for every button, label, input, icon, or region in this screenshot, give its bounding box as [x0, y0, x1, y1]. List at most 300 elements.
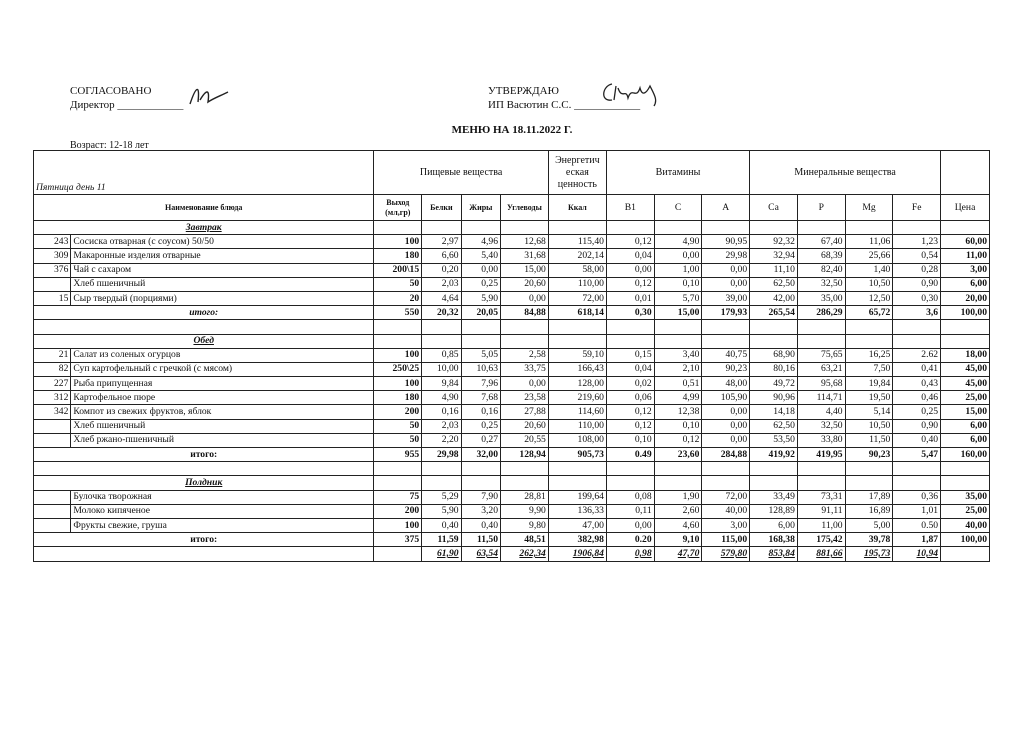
value-cell: 3,00	[702, 518, 750, 532]
recipe-code: 309	[34, 249, 71, 263]
spacer-cell	[654, 476, 702, 490]
fat-header: Жиры	[461, 195, 500, 221]
value-cell: 9,84	[422, 377, 461, 391]
value-cell: 68,90	[750, 348, 798, 362]
recipe-code: 227	[34, 377, 71, 391]
value-cell: 1,40	[845, 263, 893, 277]
value-cell: 100	[374, 377, 422, 391]
value-cell: 4,64	[422, 291, 461, 305]
value-cell: 5,14	[845, 405, 893, 419]
spacer-cell	[941, 462, 990, 476]
spacer-cell	[461, 462, 500, 476]
value-cell: 50	[374, 277, 422, 291]
spacer-cell	[797, 221, 845, 235]
nutrients-header: Пищевые вещества	[374, 151, 548, 195]
value-cell: 0,16	[422, 405, 461, 419]
value-cell: 72,00	[702, 490, 750, 504]
value-cell: 0,06	[606, 391, 654, 405]
recipe-code: 342	[34, 405, 71, 419]
value-cell: 0,25	[893, 405, 941, 419]
total-value: 115,00	[702, 533, 750, 547]
spacer-cell	[797, 476, 845, 490]
value-cell: 4,96	[461, 235, 500, 249]
total-value: 3,6	[893, 306, 941, 320]
value-cell: 23,58	[501, 391, 549, 405]
value-cell: 180	[374, 391, 422, 405]
value-cell: 39,00	[702, 291, 750, 305]
recipe-code: 82	[34, 362, 71, 376]
grand-total-row	[34, 547, 990, 561]
value-cell: 0,00	[461, 263, 500, 277]
value-cell: 6,00	[941, 433, 990, 447]
spacer-cell	[606, 320, 654, 334]
value-cell: 62,50	[750, 277, 798, 291]
table-row	[34, 391, 990, 405]
dish-name: Молоко кипяченое	[71, 504, 374, 518]
spacer-cell	[606, 462, 654, 476]
value-cell: 12,38	[654, 405, 702, 419]
director-signature-icon	[186, 80, 232, 110]
recipe-code	[34, 504, 71, 518]
value-cell: 45,00	[941, 377, 990, 391]
table-row	[34, 362, 990, 376]
total-value: 23,60	[654, 448, 702, 462]
value-cell: 0,43	[893, 377, 941, 391]
value-cell: 100	[374, 235, 422, 249]
total-value: 419,95	[797, 448, 845, 462]
total-value: 168,38	[750, 533, 798, 547]
value-cell: 3,20	[461, 504, 500, 518]
b1-header: B1	[606, 195, 654, 221]
value-cell: 62,50	[750, 419, 798, 433]
dish-name: Макаронные изделия отварные	[71, 249, 374, 263]
value-cell: 1,90	[654, 490, 702, 504]
value-cell: 4,90	[654, 235, 702, 249]
spacer-cell	[941, 221, 990, 235]
spacer-cell	[941, 547, 990, 561]
recipe-code: 15	[34, 291, 71, 305]
price-header-spacer	[941, 151, 990, 195]
dish-name: Чай с сахаром	[71, 263, 374, 277]
total-value: 419,92	[750, 448, 798, 462]
a-header: A	[702, 195, 750, 221]
spacer-cell	[461, 320, 500, 334]
value-cell: 100	[374, 518, 422, 532]
value-cell: 0,25	[461, 419, 500, 433]
spacer-cell	[461, 334, 500, 348]
value-cell: 2,10	[654, 362, 702, 376]
value-cell: 202,14	[548, 249, 606, 263]
spacer-cell	[606, 221, 654, 235]
ca-header: Ca	[750, 195, 798, 221]
value-cell: 0,54	[893, 249, 941, 263]
value-cell: 0,40	[422, 518, 461, 532]
spacer-cell	[34, 547, 374, 561]
value-cell: 25,00	[941, 504, 990, 518]
value-cell: 45,00	[941, 362, 990, 376]
value-cell: 11,00	[941, 249, 990, 263]
value-cell: 20,55	[501, 433, 549, 447]
total-value: 382,98	[548, 533, 606, 547]
value-cell: 91,11	[797, 504, 845, 518]
table-row	[34, 419, 990, 433]
fe-header: Fe	[893, 195, 941, 221]
value-cell: 40,75	[702, 348, 750, 362]
value-cell: 1,23	[893, 235, 941, 249]
spacer-cell	[422, 476, 461, 490]
value-cell: 29,98	[702, 249, 750, 263]
spacer-cell	[548, 334, 606, 348]
output-header: Выход (мл,гр)	[374, 195, 422, 221]
spacer-cell	[702, 320, 750, 334]
spacer-cell	[548, 462, 606, 476]
day-label: Пятница день 11	[34, 151, 374, 195]
value-cell: 42,00	[750, 291, 798, 305]
value-cell: 48,00	[702, 377, 750, 391]
value-cell: 2,03	[422, 419, 461, 433]
table-row	[34, 235, 990, 249]
value-cell: 0,12	[606, 405, 654, 419]
section-title: Обед	[34, 334, 374, 348]
dish-name: Картофельное пюре	[71, 391, 374, 405]
value-cell: 200	[374, 504, 422, 518]
recipe-code	[34, 518, 71, 532]
value-cell: 47,00	[548, 518, 606, 532]
value-cell: 5,90	[461, 291, 500, 305]
spacer-cell	[750, 221, 798, 235]
value-cell: 105,90	[702, 391, 750, 405]
spacer-cell	[374, 221, 422, 235]
spacer-cell	[654, 221, 702, 235]
spacer-cell	[893, 476, 941, 490]
value-cell: 58,00	[548, 263, 606, 277]
carbs-header: Углеводы	[501, 195, 549, 221]
table-row	[34, 277, 990, 291]
value-cell: 3,00	[941, 263, 990, 277]
dish-name: Сыр твердый (порциями)	[71, 291, 374, 305]
value-cell: 9,90	[501, 504, 549, 518]
value-cell: 0,28	[893, 263, 941, 277]
page-title: МЕНЮ НА 18.11.2022 Г.	[451, 124, 573, 136]
value-cell: 40,00	[702, 504, 750, 518]
age-label: Возраст: 12-18 лет	[70, 140, 149, 151]
spacer-cell	[750, 334, 798, 348]
spacer-cell	[501, 320, 549, 334]
spacer-row	[34, 462, 990, 476]
value-cell: 2,03	[422, 277, 461, 291]
value-cell: 0,02	[606, 377, 654, 391]
total-value: 11,59	[422, 533, 461, 547]
value-cell: 4,40	[797, 405, 845, 419]
value-cell: 0,20	[422, 263, 461, 277]
vitamins-header: Витамины	[606, 151, 749, 195]
value-cell: 49,72	[750, 377, 798, 391]
value-cell: 11,50	[845, 433, 893, 447]
spacer-cell	[34, 462, 374, 476]
spacer-cell	[702, 221, 750, 235]
value-cell: 5,70	[654, 291, 702, 305]
value-cell: 9,80	[501, 518, 549, 532]
value-cell: 82,40	[797, 263, 845, 277]
spacer-cell	[702, 334, 750, 348]
spacer-cell	[461, 476, 500, 490]
value-cell: 110,00	[548, 419, 606, 433]
dish-name: Рыба припущенная	[71, 377, 374, 391]
energy-header: Энергетич еская ценность	[548, 151, 606, 195]
value-cell: 10,50	[845, 419, 893, 433]
total-value: 160,00	[941, 448, 990, 462]
total-value: 0.20	[606, 533, 654, 547]
value-cell: 7,68	[461, 391, 500, 405]
value-cell: 2,58	[501, 348, 549, 362]
spacer-cell	[893, 320, 941, 334]
value-cell: 1,01	[893, 504, 941, 518]
spacer-cell	[750, 462, 798, 476]
total-value: 20,05	[461, 306, 500, 320]
value-cell: 0,00	[702, 277, 750, 291]
value-cell: 166,43	[548, 362, 606, 376]
value-cell: 5,40	[461, 249, 500, 263]
name-header: Наименование блюда	[34, 195, 374, 221]
section-title: Полдник	[34, 476, 374, 490]
value-cell: 136,33	[548, 504, 606, 518]
spacer-cell	[845, 462, 893, 476]
dish-name: Хлеб пшеничный	[71, 277, 374, 291]
spacer-cell	[422, 334, 461, 348]
value-cell: 0,16	[461, 405, 500, 419]
spacer-cell	[501, 462, 549, 476]
value-cell: 0,90	[893, 419, 941, 433]
value-cell: 31,68	[501, 249, 549, 263]
recipe-code	[34, 490, 71, 504]
value-cell: 0,15	[606, 348, 654, 362]
spacer-cell	[422, 320, 461, 334]
value-cell: 0,00	[606, 263, 654, 277]
value-cell: 0,04	[606, 249, 654, 263]
total-value: 286,29	[797, 306, 845, 320]
value-cell: 110,00	[548, 277, 606, 291]
total-label: итого:	[34, 448, 374, 462]
section-title-row	[34, 221, 990, 235]
spacer-cell	[941, 320, 990, 334]
table-row	[34, 263, 990, 277]
value-cell: 33,49	[750, 490, 798, 504]
grand-total-value: 262,34	[501, 547, 549, 561]
recipe-code: 21	[34, 348, 71, 362]
total-label: итого:	[34, 306, 374, 320]
total-value: 90,23	[845, 448, 893, 462]
total-value: 32,00	[461, 448, 500, 462]
value-cell: 90,23	[702, 362, 750, 376]
spacer-cell	[374, 476, 422, 490]
spacer-cell	[548, 320, 606, 334]
value-cell: 5,29	[422, 490, 461, 504]
value-cell: 92,32	[750, 235, 798, 249]
value-cell: 0,30	[893, 291, 941, 305]
value-cell: 32,50	[797, 277, 845, 291]
spacer-cell	[702, 462, 750, 476]
recipe-code: 376	[34, 263, 71, 277]
kcal-header: Ккал	[548, 195, 606, 221]
spacer-cell	[654, 320, 702, 334]
spacer-cell	[501, 334, 549, 348]
value-cell: 53,50	[750, 433, 798, 447]
table-row	[34, 504, 990, 518]
value-cell: 40,00	[941, 518, 990, 532]
value-cell: 20,60	[501, 277, 549, 291]
spacer-cell	[374, 320, 422, 334]
value-cell: 0,40	[461, 518, 500, 532]
spacer-cell	[893, 221, 941, 235]
total-value: 5,47	[893, 448, 941, 462]
total-value: 48,51	[501, 533, 549, 547]
value-cell: 5,00	[845, 518, 893, 532]
agreed-label: СОГЛАСОВАНО	[70, 85, 152, 97]
total-row	[34, 306, 990, 320]
recipe-code	[34, 277, 71, 291]
value-cell: 50	[374, 433, 422, 447]
total-value: 265,54	[750, 306, 798, 320]
value-cell: 114,71	[797, 391, 845, 405]
total-label: итого:	[34, 533, 374, 547]
spacer-cell	[606, 334, 654, 348]
value-cell: 1,00	[654, 263, 702, 277]
value-cell: 0,10	[654, 419, 702, 433]
value-cell: 7,50	[845, 362, 893, 376]
grand-total-value: 63,54	[461, 547, 500, 561]
spacer-cell	[461, 221, 500, 235]
spacer-cell	[797, 462, 845, 476]
value-cell: 75	[374, 490, 422, 504]
spacer-cell	[34, 320, 374, 334]
spacer-cell	[374, 334, 422, 348]
price-header: Цена	[941, 195, 990, 221]
value-cell: 0,10	[606, 433, 654, 447]
spacer-cell	[797, 334, 845, 348]
value-cell: 72,00	[548, 291, 606, 305]
value-cell: 0,27	[461, 433, 500, 447]
value-cell: 28,81	[501, 490, 549, 504]
owner-line: ИП Васютин С.С. ____________	[488, 99, 641, 111]
spacer-cell	[374, 462, 422, 476]
value-cell: 0,00	[702, 405, 750, 419]
value-cell: 15,00	[941, 405, 990, 419]
value-cell: 100	[374, 348, 422, 362]
grand-total-value: 579,80	[702, 547, 750, 561]
value-cell: 12,50	[845, 291, 893, 305]
spacer-cell	[941, 476, 990, 490]
menu-body	[34, 221, 990, 562]
value-cell: 2,20	[422, 433, 461, 447]
total-value: 955	[374, 448, 422, 462]
value-cell: 0,46	[893, 391, 941, 405]
value-cell: 7,96	[461, 377, 500, 391]
value-cell: 73,31	[797, 490, 845, 504]
value-cell: 0,12	[654, 433, 702, 447]
value-cell: 0,10	[654, 277, 702, 291]
spacer-cell	[548, 221, 606, 235]
spacer-cell	[654, 334, 702, 348]
value-cell: 95,68	[797, 377, 845, 391]
spacer-cell	[797, 320, 845, 334]
total-value: 284,88	[702, 448, 750, 462]
value-cell: 4,60	[654, 518, 702, 532]
total-value: 0,30	[606, 306, 654, 320]
table-row	[34, 348, 990, 362]
value-cell: 19,50	[845, 391, 893, 405]
value-cell: 0.50	[893, 518, 941, 532]
value-cell: 0,00	[702, 433, 750, 447]
value-cell: 200\15	[374, 263, 422, 277]
total-value: 175,42	[797, 533, 845, 547]
grand-total-value: 881,66	[797, 547, 845, 561]
value-cell: 4,90	[422, 391, 461, 405]
approve-label: УТВЕРЖДАЮ	[488, 85, 559, 97]
dish-name: Хлеб ржано-пшеничный	[71, 433, 374, 447]
dish-name: Салат из соленых огурцов	[71, 348, 374, 362]
total-value: 15,00	[654, 306, 702, 320]
total-value: 375	[374, 533, 422, 547]
total-value: 100,00	[941, 306, 990, 320]
mg-header: Mg	[845, 195, 893, 221]
spacer-cell	[941, 334, 990, 348]
value-cell: 0,25	[461, 277, 500, 291]
dish-name: Сосиска отварная (с соусом) 50/50	[71, 235, 374, 249]
dish-name: Хлеб пшеничный	[71, 419, 374, 433]
total-value: 905,73	[548, 448, 606, 462]
value-cell: 219,60	[548, 391, 606, 405]
value-cell: 0,41	[893, 362, 941, 376]
grand-total-value: 1906,84	[548, 547, 606, 561]
value-cell: 0,00	[702, 419, 750, 433]
p-header: P	[797, 195, 845, 221]
spacer-cell	[750, 320, 798, 334]
recipe-code: 312	[34, 391, 71, 405]
total-value: 128,94	[501, 448, 549, 462]
value-cell: 199,64	[548, 490, 606, 504]
value-cell: 3,40	[654, 348, 702, 362]
value-cell: 180	[374, 249, 422, 263]
value-cell: 0,90	[893, 277, 941, 291]
value-cell: 0,12	[606, 235, 654, 249]
table-row	[34, 518, 990, 532]
total-value: 65,72	[845, 306, 893, 320]
value-cell: 6,00	[941, 277, 990, 291]
value-cell: 5,90	[422, 504, 461, 518]
value-cell: 0,12	[606, 277, 654, 291]
spacer-cell	[893, 334, 941, 348]
menu-table	[33, 150, 990, 562]
value-cell: 90,96	[750, 391, 798, 405]
value-cell: 14,18	[750, 405, 798, 419]
recipe-code: 243	[34, 235, 71, 249]
value-cell: 67,40	[797, 235, 845, 249]
spacer-cell	[845, 221, 893, 235]
owner-signature-icon	[598, 76, 664, 108]
value-cell: 15,00	[501, 263, 549, 277]
grand-total-value: 853,84	[750, 547, 798, 561]
value-cell: 33,75	[501, 362, 549, 376]
recipe-code	[34, 433, 71, 447]
value-cell: 6,00	[750, 518, 798, 532]
value-cell: 11,10	[750, 263, 798, 277]
value-cell: 27,88	[501, 405, 549, 419]
value-cell: 32,94	[750, 249, 798, 263]
table-row	[34, 249, 990, 263]
spacer-row	[34, 320, 990, 334]
spacer-cell	[501, 221, 549, 235]
value-cell: 59,10	[548, 348, 606, 362]
